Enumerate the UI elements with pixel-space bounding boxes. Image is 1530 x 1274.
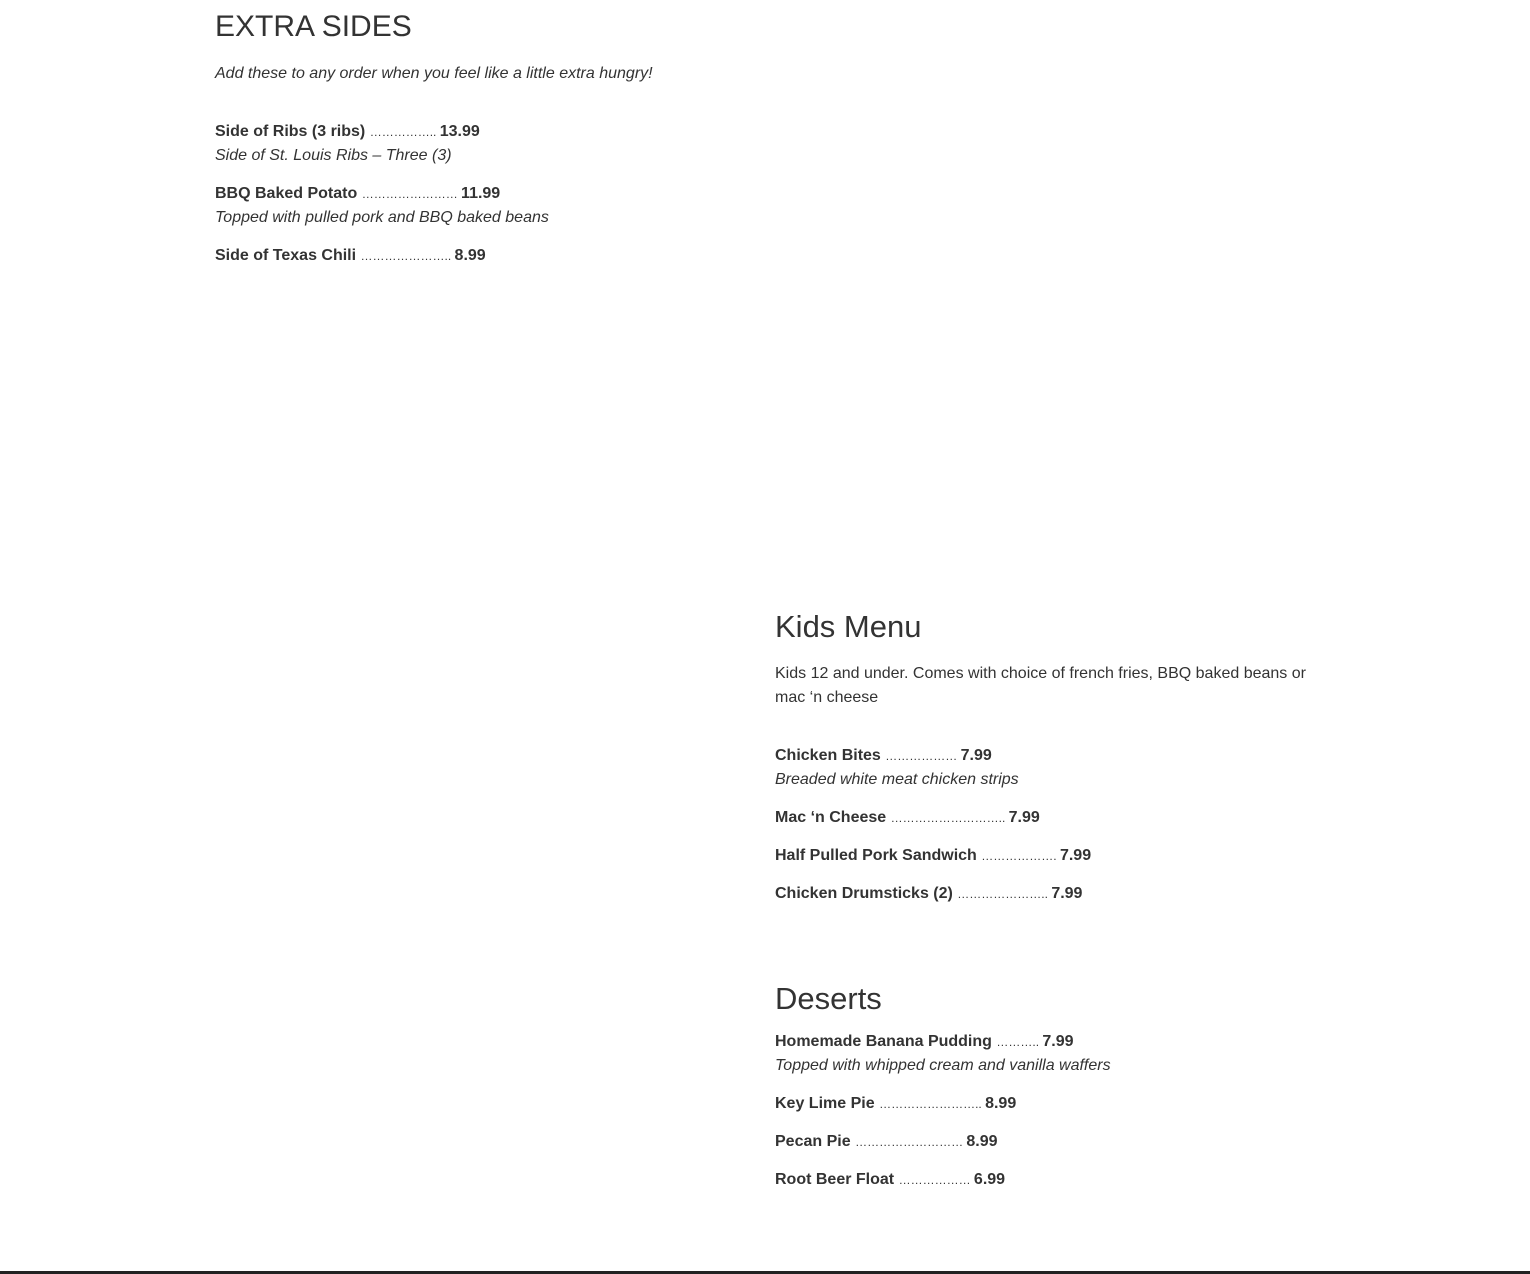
- menu-item: [215, 244, 755, 268]
- menu-item-name: Chicken Bites: [775, 747, 881, 764]
- deserts-section: [775, 978, 1315, 1206]
- menu-item-price: 8.99: [454, 247, 486, 264]
- extra-sides-section: [215, 6, 755, 282]
- menu-item-dots: ………..: [996, 1035, 1043, 1049]
- extra-sides-intro: Add these to any order when you feel like a little extra hungry!: [215, 65, 653, 82]
- menu-item-dots: …………………..: [360, 249, 455, 263]
- menu-item-name: Pecan Pie: [775, 1133, 851, 1150]
- menu-item-name: Key Lime Pie: [775, 1095, 875, 1112]
- menu-item: [775, 806, 1315, 830]
- menu-item-dots: …………………..: [957, 887, 1052, 901]
- kids-menu-section: [775, 606, 1315, 920]
- menu-item-price: 8.99: [985, 1095, 1017, 1112]
- menu-item: [215, 120, 755, 168]
- menu-item-description: Topped with whipped cream and vanilla waffers: [775, 1057, 1111, 1074]
- menu-item-name: Root Beer Float: [775, 1171, 895, 1188]
- menu-item: [775, 882, 1315, 906]
- menu-item-price: 7.99: [1059, 847, 1092, 864]
- menu-item-price: 8.99: [966, 1133, 998, 1150]
- deserts-title: Deserts: [775, 981, 882, 1016]
- menu-item-name: Mac ‘n Cheese: [775, 809, 887, 826]
- kids-menu-intro: Kids 12 and under. Comes with choice of french fries, BBQ baked beans or mac ‘n cheese: [775, 665, 1306, 706]
- menu-item: [775, 1168, 1315, 1192]
- menu-item-dots: ………………: [885, 749, 961, 763]
- menu-item-dots: ………………………: [855, 1135, 967, 1149]
- menu-item-name: Side of Texas Chili: [215, 247, 357, 264]
- menu-item-price: 7.99: [960, 747, 992, 764]
- menu-item-price: 6.99: [973, 1171, 1006, 1188]
- menu-item-price: 7.99: [1008, 809, 1040, 826]
- menu-item-name: Homemade Banana Pudding: [775, 1033, 992, 1050]
- menu-item-dots: ……………………: [361, 187, 462, 201]
- menu-item: [775, 1030, 1315, 1078]
- menu-item-price: 7.99: [1042, 1033, 1074, 1050]
- extra-sides-title: EXTRA SIDES: [215, 10, 412, 43]
- menu-item-dots: ……………….: [981, 849, 1060, 863]
- menu-item: [775, 844, 1315, 868]
- extra-sides-list: [215, 120, 755, 268]
- menu-item: [775, 1130, 1315, 1154]
- menu-item-dots: ……………………..: [879, 1097, 986, 1111]
- menu-item-price: 11.99: [461, 185, 501, 202]
- menu-item-description: Breaded white meat chicken strips: [775, 771, 1019, 788]
- menu-item-name: BBQ Baked Potato: [215, 185, 358, 202]
- menu-item: [215, 182, 755, 230]
- deserts-list: [775, 1030, 1315, 1192]
- kids-menu-title: Kids Menu: [775, 609, 922, 644]
- menu-item-dots: ……………..: [369, 125, 440, 139]
- menu-item-price: 13.99: [439, 123, 480, 140]
- menu-item-dots: ………………………..: [890, 811, 1009, 825]
- menu-item-dots: ………………: [898, 1173, 974, 1187]
- menu-item-name: Chicken Drumsticks (2): [775, 885, 953, 902]
- menu-item-name: Half Pulled Pork Sandwich: [775, 847, 977, 864]
- menu-item-name: Side of Ribs (3 ribs): [215, 123, 366, 140]
- menu-item: [775, 744, 1315, 792]
- menu-item-description: Topped with pulled pork and BBQ baked beans: [215, 209, 549, 226]
- menu-item: [775, 1092, 1315, 1116]
- menu-item-price: 7.99: [1051, 885, 1083, 902]
- kids-menu-list: [775, 744, 1315, 906]
- menu-item-description: Side of St. Louis Ribs – Three (3): [215, 147, 452, 164]
